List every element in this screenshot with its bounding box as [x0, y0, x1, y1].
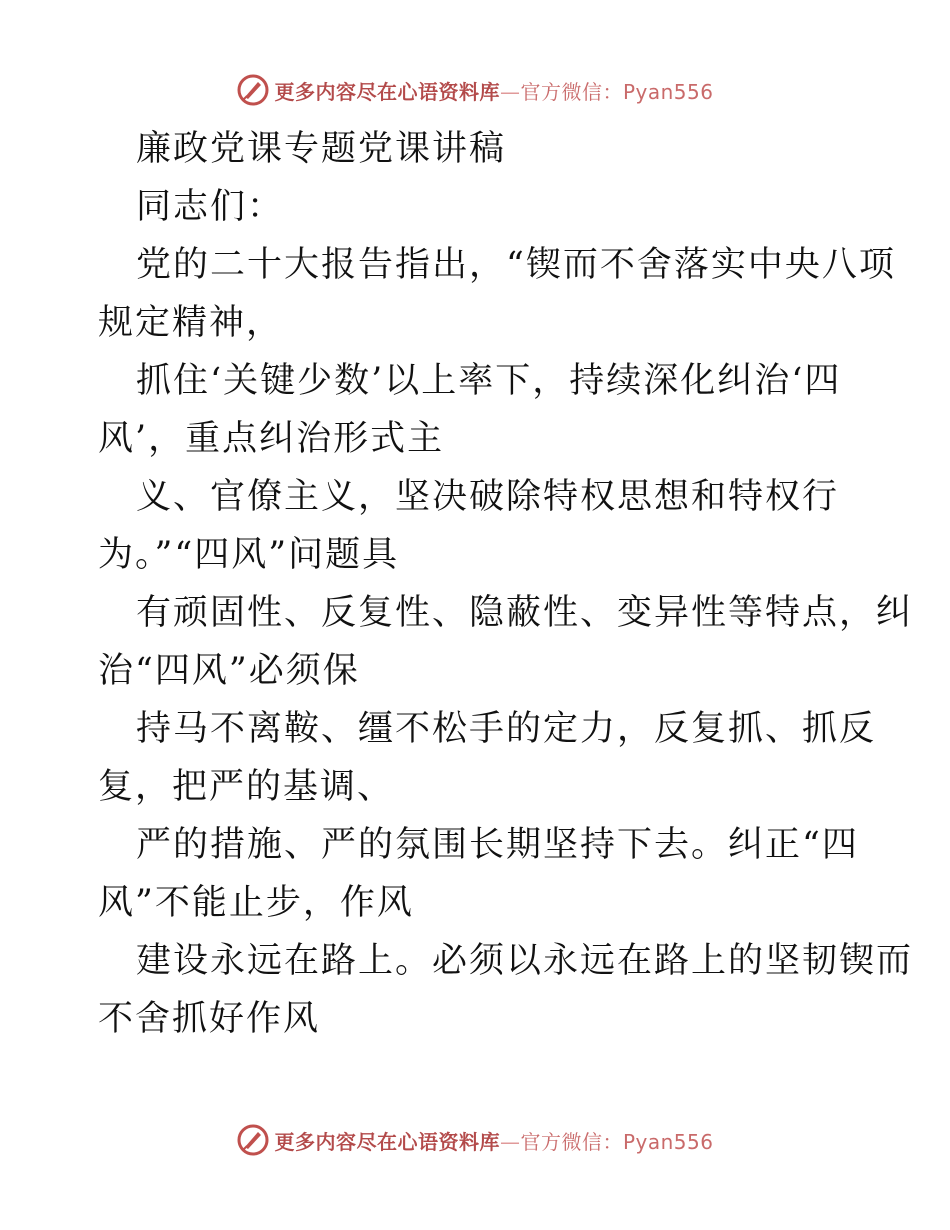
text-line: 风”不能止步，作风 [98, 883, 414, 923]
text-line: 有顽固性、反复性、隐蔽性、变异性等特点，纠 [136, 593, 914, 633]
text-line: 持马不离鞍、缰不松手的定力，反复抓、抓反 [136, 709, 877, 749]
header-watermark-banner [0, 70, 950, 110]
text-line: 风’，重点纠治形式主 [98, 419, 445, 459]
header-watermark-text: 更多内容尽在心语资料库—官方微信：Pyan556 [274, 79, 714, 104]
text-line: 抓住‘关键少数’以上率下，持续深化纠治‘四 [136, 361, 842, 401]
feather-pen-logo-icon [236, 73, 270, 107]
footer-watermark-text: 更多内容尽在心语资料库—官方微信：Pyan556 [274, 1129, 714, 1154]
text-line: 复，把严的基调、 [98, 767, 395, 807]
text-line: 治“四风”必须保 [98, 651, 360, 691]
document-body [98, 120, 914, 1048]
salutation: 同志们： [136, 187, 285, 227]
document-title: 廉政党课专题党课讲稿 [136, 129, 507, 169]
text-line: 不舍抓好作风 [98, 999, 321, 1039]
feather-pen-logo-icon [236, 1123, 270, 1157]
text-line: 党的二十大报告指出，“锲而不舍落实中央八项 [136, 245, 896, 285]
text-line: 严的措施、严的氛围长期坚持下去。纠正“四 [136, 825, 859, 865]
footer-watermark-banner [0, 1120, 950, 1160]
text-line: 规定精神， [98, 303, 284, 343]
text-line: 义、官僚主义，坚决破除特权思想和特权行 [136, 477, 840, 517]
text-line: 建设永远在路上。必须以永远在路上的坚韧锲而 [136, 941, 914, 981]
text-line: 为。”“四风”问题具 [98, 535, 400, 575]
